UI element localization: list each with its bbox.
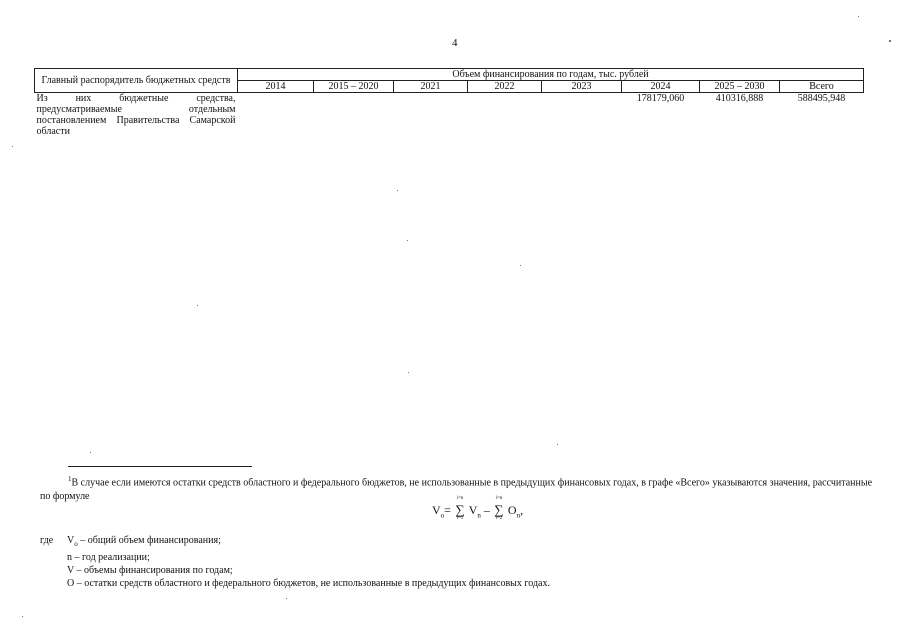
legend-item bbox=[40, 577, 550, 590]
legend-lead-word: где bbox=[40, 535, 54, 546]
header-total: Всего bbox=[780, 81, 864, 93]
sum-upper-limit: i=n bbox=[495, 496, 503, 501]
scan-speck bbox=[90, 452, 91, 453]
header-year: 2024 bbox=[622, 81, 700, 93]
scan-speck bbox=[397, 190, 398, 191]
sum-upper-limit: i=n bbox=[456, 496, 464, 501]
scan-speck bbox=[407, 240, 408, 241]
footnote-marker: 1 bbox=[68, 475, 72, 483]
formula-minus: – bbox=[483, 503, 490, 517]
table-cell bbox=[314, 93, 394, 138]
table-cell: 178179,060 bbox=[636, 93, 685, 104]
formula-equals: = bbox=[444, 503, 451, 517]
table-cell bbox=[468, 93, 542, 138]
sum-symbol: ∑ i=n i=2 bbox=[494, 496, 504, 521]
scan-speck bbox=[12, 146, 13, 147]
header-year: 2021 bbox=[394, 81, 468, 93]
table-cell bbox=[238, 93, 314, 138]
legend-text: – общий объем финансирования; bbox=[77, 535, 221, 546]
scan-speck bbox=[557, 444, 558, 445]
financing-table bbox=[34, 68, 864, 137]
table-row bbox=[35, 93, 864, 138]
sum-symbol: ∑ i=n i=1 bbox=[455, 496, 465, 521]
legend-text: – остатки средств областного и федерального бюджетов, не использованные в предыдущих финансовых годах. bbox=[74, 578, 550, 589]
scan-speck bbox=[408, 372, 409, 373]
header-year: 2014 bbox=[238, 81, 314, 93]
header-year: 2015 – 2020 bbox=[314, 81, 394, 93]
table-cell: 588495,948 bbox=[797, 93, 846, 104]
table-cell bbox=[394, 93, 468, 138]
header-year: 2022 bbox=[468, 81, 542, 93]
formula-legend bbox=[40, 534, 550, 590]
legend-item bbox=[40, 564, 550, 577]
page-number: 4 bbox=[452, 37, 458, 49]
sum-lower-limit: i=2 bbox=[495, 516, 503, 521]
footnote-text: В случае если имеются остатки средств областного и федерального бюджетов, не использованные в предыдущих финансовых годах, в графе «Всего» указываются значения, рассчитанные по формуле bbox=[40, 477, 873, 503]
scan-speck bbox=[286, 598, 287, 599]
legend-symbol: V bbox=[67, 535, 75, 546]
formula-term-sub: n bbox=[516, 511, 521, 520]
header-year: 2023 bbox=[542, 81, 622, 93]
formula-term: V bbox=[468, 503, 478, 517]
formula bbox=[432, 496, 524, 521]
scan-speck bbox=[22, 616, 23, 617]
legend-text: – год реализации; bbox=[72, 552, 150, 563]
legend-symbol: n bbox=[67, 552, 72, 563]
formula-lhs: V bbox=[432, 503, 441, 517]
table-header-row bbox=[35, 69, 864, 81]
legend-item bbox=[40, 551, 550, 564]
table-cell: 410316,888 bbox=[715, 93, 764, 104]
formula-lhs-sub: o bbox=[440, 511, 445, 520]
scan-speck bbox=[197, 305, 198, 306]
row-label: Из них бюджетные средства, предусматриваемые отдельным постановлением Правительства Самарской области bbox=[36, 93, 236, 137]
legend-symbol-sub: o bbox=[74, 540, 78, 548]
scan-speck bbox=[889, 40, 891, 42]
legend-symbol: V bbox=[67, 565, 75, 576]
footnote-separator bbox=[68, 466, 252, 467]
header-year: 2025 – 2030 bbox=[700, 81, 780, 93]
legend-item bbox=[40, 534, 550, 551]
header-financing-by-years: Объем финансирования по годам, тыс. рублей bbox=[238, 69, 864, 81]
scan-speck bbox=[858, 16, 859, 17]
legend-text: – объемы финансирования по годам; bbox=[74, 565, 233, 576]
scan-speck bbox=[520, 265, 521, 266]
header-budget-holder: Главный распорядитель бюджетных средств bbox=[35, 69, 238, 93]
legend-symbol: O bbox=[67, 578, 75, 589]
sum-lower-limit: i=1 bbox=[456, 516, 464, 521]
table-cell bbox=[542, 93, 622, 138]
formula-term-sub: n bbox=[477, 511, 481, 520]
formula-term: O bbox=[507, 503, 517, 517]
formula-tail: , bbox=[520, 503, 524, 517]
